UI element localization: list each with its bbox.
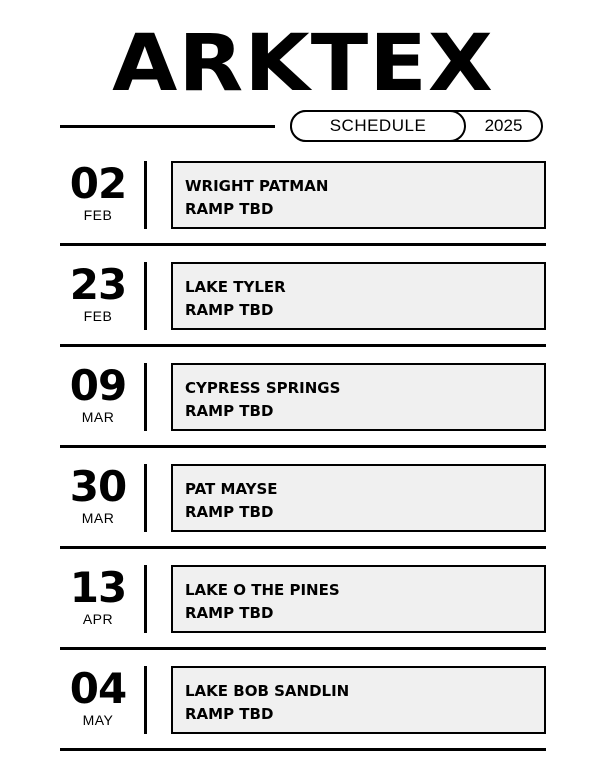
event-ramp: RAMP TBD	[185, 200, 274, 218]
event-location: PAT MAYSE	[185, 480, 278, 498]
row-separator	[60, 445, 546, 448]
event-row	[60, 464, 546, 565]
schedule-pill	[290, 110, 543, 142]
event-day: 09	[69, 361, 127, 410]
row-divider	[144, 161, 147, 229]
event-details	[171, 363, 546, 431]
event-month: MAR	[81, 409, 115, 425]
event-details	[171, 262, 546, 330]
row-separator	[60, 748, 546, 751]
row-divider	[144, 262, 147, 330]
row-separator	[60, 344, 546, 347]
event-ramp: RAMP TBD	[185, 503, 274, 521]
schedule-label: SCHEDULE	[290, 110, 466, 142]
event-month: FEB	[83, 308, 113, 324]
event-location: LAKE TYLER	[185, 278, 286, 296]
event-row	[60, 262, 546, 363]
event-day: 02	[69, 159, 127, 208]
event-details	[171, 464, 546, 532]
event-details	[171, 161, 546, 229]
row-divider	[144, 464, 147, 532]
event-ramp: RAMP TBD	[185, 705, 274, 723]
event-details	[171, 666, 546, 734]
event-day: 13	[69, 563, 127, 612]
event-details	[171, 565, 546, 633]
event-location: LAKE BOB SANDLIN	[185, 682, 350, 700]
event-month: FEB	[83, 207, 113, 223]
year-label: 2025	[484, 116, 523, 135]
event-month: MAY	[82, 712, 114, 728]
event-location: WRIGHT PATMAN	[185, 177, 329, 195]
row-divider	[144, 565, 147, 633]
row-divider	[144, 363, 147, 431]
event-location: CYPRESS SPRINGS	[185, 379, 341, 397]
event-day: 30	[69, 462, 127, 511]
event-row	[60, 363, 546, 464]
row-separator	[60, 546, 546, 549]
row-separator	[60, 647, 546, 650]
event-row	[60, 565, 546, 666]
event-ramp: RAMP TBD	[185, 301, 274, 319]
header-divider	[60, 125, 275, 128]
event-day: 04	[69, 664, 127, 713]
event-row	[60, 666, 546, 767]
page-title: ARKTEX	[112, 19, 494, 109]
event-day: 23	[69, 260, 127, 309]
event-ramp: RAMP TBD	[185, 604, 274, 622]
event-month: APR	[82, 611, 114, 627]
event-ramp: RAMP TBD	[185, 402, 274, 420]
event-month: MAR	[81, 510, 115, 526]
event-row	[60, 161, 546, 262]
row-separator	[60, 243, 546, 246]
event-location: LAKE O THE PINES	[185, 581, 340, 599]
row-divider	[144, 666, 147, 734]
